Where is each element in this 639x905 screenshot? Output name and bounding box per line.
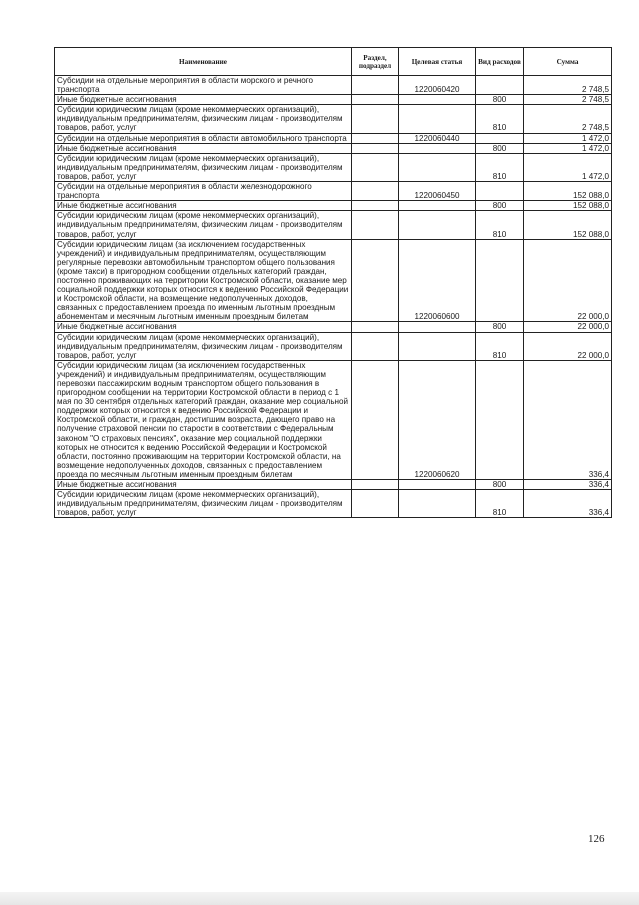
cell-name: Субсидии на отдельные мероприятия в области автомобильного транспорта [55, 133, 352, 143]
cell-target [399, 95, 476, 105]
table-header-row [55, 48, 612, 76]
header-section: Раздел, подраздел [352, 48, 399, 76]
cell-sum: 2 748,5 [524, 105, 612, 133]
cell-sum: 336,4 [524, 480, 612, 490]
cell-sum: 22 000,0 [524, 239, 612, 322]
cell-sum: 336,4 [524, 360, 612, 479]
cell-name: Иные бюджетные ассигнования [55, 143, 352, 153]
cell-name: Субсидии юридическим лицам (кроме некоммерческих организаций), индивидуальным предпринимателям, физическим лицам - производителям товаров, работ, услуг [55, 153, 352, 181]
cell-kind [476, 239, 524, 322]
table-row [55, 332, 612, 360]
cell-section [352, 360, 399, 479]
cell-kind: 810 [476, 153, 524, 181]
cell-kind [476, 182, 524, 201]
table-row [55, 133, 612, 143]
cell-section [352, 95, 399, 105]
cell-target [399, 332, 476, 360]
table-row [55, 182, 612, 201]
table-row [55, 360, 612, 479]
cell-section [352, 211, 399, 239]
cell-section [352, 201, 399, 211]
table-row [55, 153, 612, 181]
cell-name: Субсидии юридическим лицам (кроме некоммерческих организаций), индивидуальным предпринимателям, физическим лицам - производителям товаров, работ, услуг [55, 332, 352, 360]
cell-name: Иные бюджетные ассигнования [55, 322, 352, 332]
cell-sum: 22 000,0 [524, 322, 612, 332]
table-row [55, 322, 612, 332]
cell-target [399, 153, 476, 181]
table-row [55, 239, 612, 322]
cell-kind: 800 [476, 95, 524, 105]
cell-target [399, 480, 476, 490]
cell-name: Субсидии юридическим лицам (кроме некоммерческих организаций), индивидуальным предпринимателям, физическим лицам - производителям товаров, работ, услуг [55, 211, 352, 239]
cell-section [352, 480, 399, 490]
cell-name: Иные бюджетные ассигнования [55, 480, 352, 490]
scan-edge [0, 892, 639, 905]
cell-section [352, 105, 399, 133]
cell-target: 1220060600 [399, 239, 476, 322]
cell-kind: 800 [476, 143, 524, 153]
table-row [55, 105, 612, 133]
cell-target: 1220060620 [399, 360, 476, 479]
cell-name: Субсидии юридическим лицам (за исключением государственных учреждений) и индивидуальным предпринимателям, осуществляющим перевозки пассажирским водным транспортом общего пользования в пригородном сообщении на территории Костромской области в период с 1 мая по 30 сентября отдельных категорий граждан, оказание мер социальной поддержки которых относится к ведению Российской Федерации и Костромской области, и граждан, достигшим возраста, дающего право на получение страховой пенсии по старости в соответствии с Федеральным законом "О страховых пенсиях", оказание мер социальной поддержки которых не относится к ведению Российской Федерации и Костромской области, постоянно проживающим на территории Костромской области, на возмещение недополученных доходов, связанных с предоставлением проезда по месячным льготным именным проездным билетам [55, 360, 352, 479]
table-row [55, 211, 612, 239]
cell-sum: 152 088,0 [524, 182, 612, 201]
table-row [55, 480, 612, 490]
cell-kind [476, 76, 524, 95]
table-row [55, 490, 612, 518]
cell-section [352, 332, 399, 360]
cell-sum: 2 748,5 [524, 95, 612, 105]
cell-sum: 152 088,0 [524, 201, 612, 211]
cell-target [399, 143, 476, 153]
cell-name: Иные бюджетные ассигнования [55, 95, 352, 105]
cell-name: Субсидии юридическим лицам (кроме некоммерческих организаций), индивидуальным предпринимателям, физическим лицам - производителям товаров, работ, услуг [55, 105, 352, 133]
cell-section [352, 322, 399, 332]
header-sum: Сумма [524, 48, 612, 76]
cell-section [352, 153, 399, 181]
cell-target [399, 490, 476, 518]
cell-name: Субсидии на отдельные мероприятия в области морского и речного транспорта [55, 76, 352, 95]
cell-kind: 800 [476, 201, 524, 211]
cell-name: Иные бюджетные ассигнования [55, 201, 352, 211]
cell-section [352, 133, 399, 143]
cell-kind [476, 133, 524, 143]
cell-target [399, 201, 476, 211]
cell-kind: 800 [476, 480, 524, 490]
cell-target [399, 211, 476, 239]
cell-section [352, 490, 399, 518]
cell-sum: 1 472,0 [524, 133, 612, 143]
header-kind: Вид расходов [476, 48, 524, 76]
cell-target: 1220060440 [399, 133, 476, 143]
cell-sum: 1 472,0 [524, 143, 612, 153]
cell-sum: 1 472,0 [524, 153, 612, 181]
cell-name: Субсидии юридическим лицам (за исключением государственных учреждений) и индивидуальным предпринимателям, осуществляющим регулярные перевозки автомобильным транспортом общего пользования (кроме такси) в пригородном сообщении отдельных категорий граждан, постоянно проживающих на территории Костромской области, оказание мер социальной поддержки которых относится к ведению Российской Федерации и Костромской области, на возмещение недополученных доходов, связанных с предоставлением проезда по именным льготным проездным абонементам и месячным льготным именным проездным билетам [55, 239, 352, 322]
cell-target: 1220060450 [399, 182, 476, 201]
cell-kind: 810 [476, 211, 524, 239]
cell-sum: 2 748,5 [524, 76, 612, 95]
table-row [55, 201, 612, 211]
cell-section [352, 182, 399, 201]
table-row [55, 143, 612, 153]
cell-kind: 800 [476, 322, 524, 332]
cell-kind: 810 [476, 490, 524, 518]
cell-target [399, 322, 476, 332]
cell-name: Субсидии на отдельные мероприятия в области железнодорожного транспорта [55, 182, 352, 201]
page-number: 126 [588, 833, 605, 845]
cell-sum: 22 000,0 [524, 332, 612, 360]
header-target: Целевая статья [399, 48, 476, 76]
cell-kind: 810 [476, 105, 524, 133]
cell-kind [476, 360, 524, 479]
cell-sum: 336,4 [524, 490, 612, 518]
header-name: Наименование [55, 48, 352, 76]
cell-target [399, 105, 476, 133]
cell-name: Субсидии юридическим лицам (кроме некоммерческих организаций), индивидуальным предпринимателям, физическим лицам - производителям товаров, работ, услуг [55, 490, 352, 518]
budget-table [54, 47, 612, 518]
cell-section [352, 143, 399, 153]
table-row [55, 76, 612, 95]
cell-kind: 810 [476, 332, 524, 360]
cell-sum: 152 088,0 [524, 211, 612, 239]
table-row [55, 95, 612, 105]
cell-section [352, 76, 399, 95]
cell-section [352, 239, 399, 322]
cell-target: 1220060420 [399, 76, 476, 95]
